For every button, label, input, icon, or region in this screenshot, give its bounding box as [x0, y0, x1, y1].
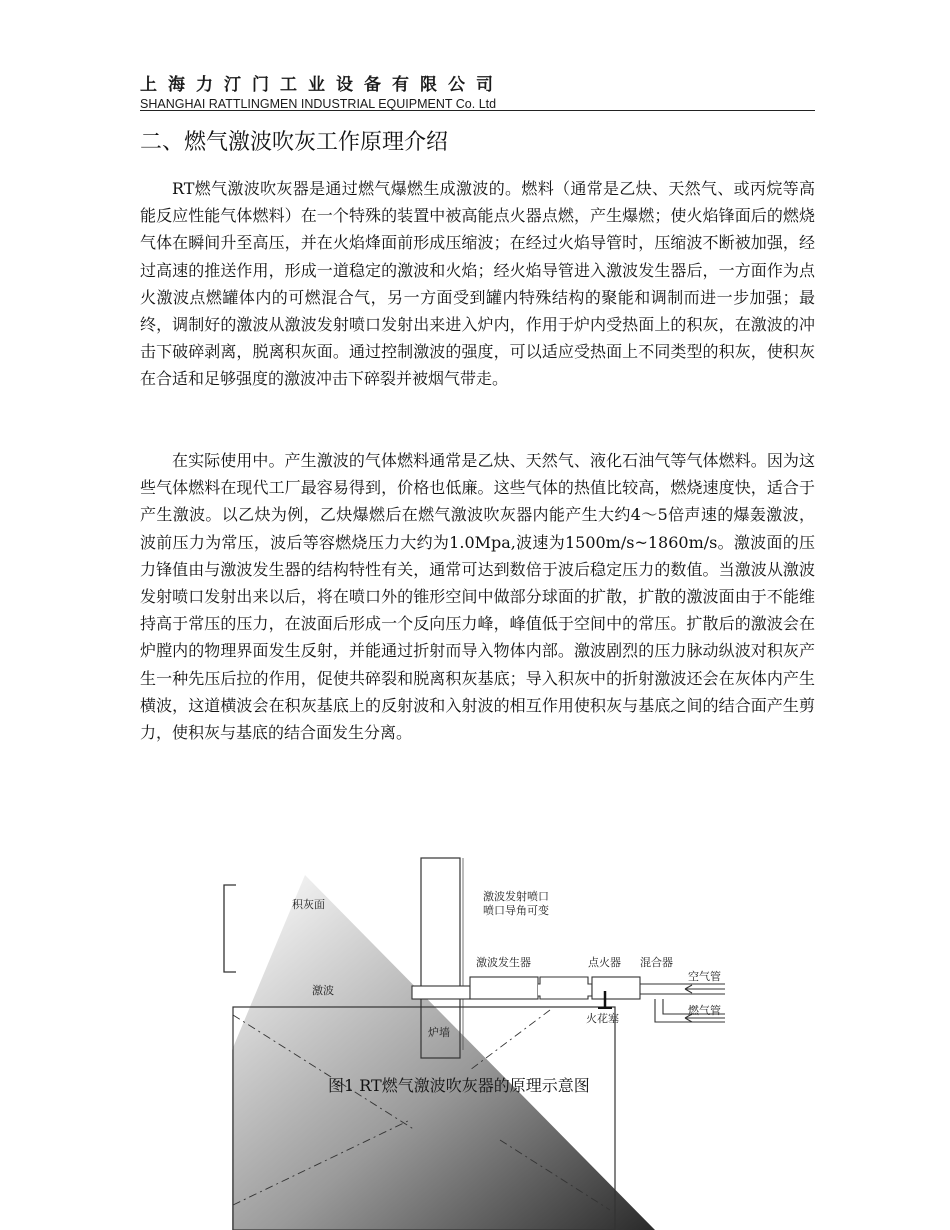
company-name-cn: 上海力汀门工业设备有限公司 [140, 75, 504, 95]
shock-wave-cone [232, 875, 655, 1230]
schematic-figure [200, 850, 760, 1230]
label-igniter: 点火器 [588, 956, 621, 969]
label-furnace-wall: 炉墙 [428, 1026, 450, 1039]
igniter-body [538, 977, 592, 999]
schematic-diagram [200, 850, 760, 1230]
mixer [592, 977, 640, 999]
company-name-en: SHANGHAI RATTLINGMEN INDUSTRIAL EQUIPMENT Co. Ltd [140, 97, 497, 111]
label-gas-pipe: 燃气管 [688, 1004, 721, 1017]
label-shock-wave: 激波 [312, 984, 334, 997]
label-nozzle-line1: 激波发射喷口 [483, 890, 549, 903]
label-ash-surface: 积灰面 [292, 898, 325, 911]
ash-surface-bracket [224, 885, 236, 972]
shock-generator [470, 977, 538, 999]
figure-caption: 图1 RT燃气激波吹灰器的原理示意图 [328, 1076, 590, 1095]
label-generator: 激波发生器 [476, 956, 531, 969]
header-divider [140, 110, 815, 111]
nozzle-pipe [412, 986, 470, 999]
paragraph-practical-use: 在实际使用中。产生激波的气体燃料通常是乙炔、天然气、液化石油气等气体燃料。因为这些气体燃料在现代工厂最容易得到，价格也低廉。这些气体的热值比较高，燃烧速度快，适合于产生激波。以乙炔为例，乙炔爆燃后在燃气激波吹灰器内能产生大约4～5倍声速的爆轰激波，波前压力为常压，波后等容燃烧压力大约为1.0Mpa,波速为1500m/s~1860m/s。激波面的压力锋值由与激波发生器的结构特性有关，通常可达到数倍于波后稳定压力的数值。当激波从激波发射喷口发射出来以后，将在喷口外的锥形空间中做部分球面的扩散，扩散的激波面由于不能维持高于常压的压力，在波面后形成一个反向压力峰，峰值低于空间中的常压。扩散后的激波会在炉膛内的物理界面发生反射，并能通过折射而导入物体内部。激波剧烈的压力脉动纵波对积灰产生一种先压后拉的作用，促使共碎裂和脱离积灰基底；导入积灰中的折射激波还会在灰体内产生横波，这道横波会在积灰基底上的反射波和入射波的相互作用使积灰与基底之间的结合面产生剪力，使积灰与基底的结合面发生分离。 [140, 451, 815, 743]
label-mixer: 混合器 [640, 956, 673, 969]
air-arrow [685, 985, 725, 993]
dash-line [470, 1010, 550, 1070]
label-nozzle-line2: 喷口导角可变 [483, 904, 549, 917]
section-title: 二、燃气激波吹灰工作原理介绍 [140, 130, 449, 155]
paragraph-principle: RT燃气激波吹灰器是通过燃气爆燃生成激波的。燃料（通常是乙炔、天然气、或丙烷等高能反应性能气体燃料）在一个特殊的装置中被高能点火器点燃，产生爆燃；使火焰锋面后的燃烧气体在瞬间升至高压，并在火焰烽面前形成压缩波；在经过火焰导管时，压缩波不断被加强，经过高速的推送作用，形成一道稳定的激波和火焰；经火焰导管进入激波发生器后，一方面作为点火激波点燃罐体内的可燃混合气，另一方面受到罐内特殊结构的聚能和调制而进一步加强；最终，调制好的激波从激波发射喷口发射出来进入炉内，作用于炉内受热面上的积灰，在激波的冲击下破碎剥离，脱离积灰面。通过控制激波的强度，可以适应受热面上不同类型的积灰，使积灰在合适和足够强度的激波冲击下碎裂并被烟气带走。 [140, 179, 815, 389]
label-air-pipe: 空气管 [688, 970, 721, 983]
label-spark-plug: 火花塞 [586, 1012, 619, 1025]
